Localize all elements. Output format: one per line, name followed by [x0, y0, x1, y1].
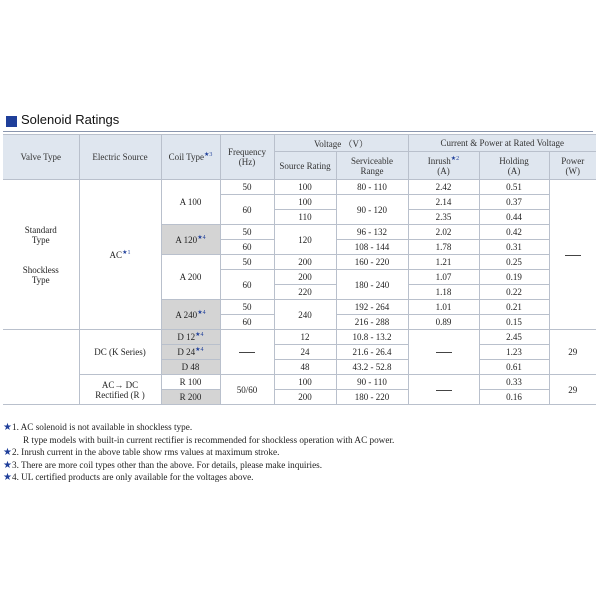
- source-dc: DC (K Series): [79, 330, 161, 375]
- star-icon: ★: [3, 422, 12, 433]
- hdr-frequency-label: Frequency: [228, 147, 266, 157]
- footnote-4: [3, 471, 593, 484]
- source-rating-cell: 100: [274, 195, 336, 210]
- hdr-holding-label: Holding: [499, 155, 529, 166]
- holding-cell: 0.51: [479, 180, 549, 195]
- holding-cell: 0.42: [479, 225, 549, 240]
- table-row: [3, 180, 596, 195]
- dash-mark: [239, 352, 255, 353]
- coil-d24-label: D 24: [177, 347, 196, 357]
- valve-type-standard-type: Type: [31, 234, 50, 245]
- coil-r100: R 100: [161, 375, 220, 390]
- hdr-inrush: [408, 152, 479, 180]
- source-rating-cell: 200: [274, 270, 336, 285]
- footnote-3: [3, 459, 593, 472]
- source-rating-cell: 48: [274, 360, 336, 375]
- range-cell: 10.8 - 13.2: [336, 330, 408, 345]
- range-cell: 21.6 - 26.4: [336, 345, 408, 360]
- range-cell: 180 - 220: [336, 390, 408, 405]
- holding-cell: 0.44: [479, 210, 549, 225]
- footnote-1: [3, 421, 593, 434]
- footnote-star-4: ★4: [195, 347, 204, 353]
- inrush-cell: 2.14: [408, 195, 479, 210]
- hdr-inrush-label: Inrush: [427, 155, 451, 166]
- holding-cell: 0.16: [479, 390, 549, 405]
- section-title: Solenoid Ratings: [21, 112, 120, 127]
- freq-cell: 50: [220, 300, 274, 315]
- footnote-text: 3. There are more coil types other than the above. For details, please make inquiries.: [11, 459, 323, 470]
- hdr-electric-source: Electric Source: [79, 135, 161, 180]
- star-icon: ★: [3, 447, 12, 459]
- footnote-star-1: ★1: [122, 249, 131, 256]
- holding-cell: 0.21: [479, 300, 549, 315]
- range-cell: 192 - 264: [336, 300, 408, 315]
- freq-cell: 50: [220, 225, 274, 240]
- source-rating-cell: 100: [274, 375, 336, 390]
- coil-d12: [161, 330, 220, 345]
- range-cell: 80 - 110: [336, 180, 408, 195]
- holding-cell: 0.25: [479, 255, 549, 270]
- freq-acdc-cell: 50/60: [220, 375, 274, 405]
- inrush-cell: 2.42: [408, 180, 479, 195]
- footnote-star-3: ★3: [204, 152, 213, 158]
- hdr-current-power: Current & Power at Rated Voltage: [408, 135, 596, 152]
- coil-r200: R 200: [161, 390, 220, 405]
- coil-a120-label: A 120: [175, 234, 198, 245]
- freq-dc-cell: [220, 330, 274, 375]
- valve-type-blank: [3, 330, 79, 405]
- inrush-cell: 1.07: [408, 270, 479, 285]
- table-row: [3, 375, 596, 390]
- hdr-frequency: [220, 135, 274, 180]
- holding-cell: 0.19: [479, 270, 549, 285]
- star-icon: ★: [3, 472, 12, 484]
- hdr-serviceable-label: Serviceable: [351, 155, 393, 166]
- range-cell: 90 - 110: [336, 375, 408, 390]
- source-ac-label: AC: [109, 249, 123, 260]
- range-cell: 180 - 240: [336, 270, 408, 300]
- hdr-source-rating: Source Rating: [274, 152, 336, 180]
- valve-type-shockless-type: Type: [31, 274, 50, 285]
- hdr-frequency-unit: (Hz): [238, 157, 256, 167]
- coil-d12-label: D 12: [177, 332, 196, 342]
- hdr-inrush-unit: (A): [437, 165, 450, 176]
- hdr-coil-type-label: Coil Type: [168, 152, 205, 162]
- range-cell: 96 - 132: [336, 225, 408, 240]
- section-heading: [3, 112, 593, 134]
- footnote-star-2: ★2: [450, 155, 460, 162]
- hdr-power-label: Power: [561, 155, 585, 166]
- hdr-holding-unit: (A): [507, 165, 521, 176]
- valve-type-shockless: Shockless: [22, 264, 59, 275]
- power-ac-cell: [549, 180, 596, 330]
- inrush-acdc-cell: [408, 375, 479, 405]
- inrush-cell: 1.18: [408, 285, 479, 300]
- range-cell: 108 - 144: [336, 240, 408, 255]
- inrush-cell: 1.21: [408, 255, 479, 270]
- coil-a240-label: A 240: [175, 309, 198, 320]
- freq-cell: 60: [220, 270, 274, 300]
- source-rating-cell: 24: [274, 345, 336, 360]
- footnote-text: R type models with built-in current rectifier is recommended for shockless operation with AC power.: [23, 434, 395, 445]
- inrush-cell: 2.35: [408, 210, 479, 225]
- source-rating-cell: 100: [274, 180, 336, 195]
- holding-cell: 0.61: [479, 360, 549, 375]
- source-rating-cell: 12: [274, 330, 336, 345]
- footnote-star-4: ★4: [197, 234, 206, 241]
- holding-cell: 1.23: [479, 345, 549, 360]
- valve-type-standard: Standard: [24, 224, 57, 235]
- source-rating-cell: 110: [274, 210, 336, 225]
- hdr-coil-type: [161, 135, 220, 180]
- footnotes: [3, 421, 593, 484]
- freq-cell: 60: [220, 315, 274, 330]
- footnote-star-4: ★4: [197, 309, 206, 316]
- source-ac: [79, 180, 161, 330]
- footnote-text: 1. AC solenoid is not available in shockless type.: [11, 422, 193, 432]
- inrush-cell: 1.01: [408, 300, 479, 315]
- coil-a100: A 100: [161, 180, 220, 225]
- heading-rule: [3, 131, 593, 132]
- dash-mark: [436, 390, 452, 391]
- hdr-holding: [479, 152, 549, 180]
- dash-mark: [565, 255, 581, 256]
- source-rating-cell: 200: [274, 390, 336, 405]
- holding-cell: 2.45: [479, 330, 549, 345]
- header-row-1: [3, 135, 596, 152]
- freq-cell: 60: [220, 195, 274, 225]
- range-cell: 90 - 120: [336, 195, 408, 225]
- holding-cell: 0.15: [479, 315, 549, 330]
- inrush-dc-cell: [408, 330, 479, 375]
- footnote-2: [3, 446, 593, 459]
- hdr-power-unit: (W): [565, 165, 580, 176]
- range-cell: 43.2 - 52.8: [336, 360, 408, 375]
- source-rating-cell: 240: [274, 300, 336, 330]
- solenoid-ratings-table: [3, 134, 596, 405]
- hdr-serviceable-range: [336, 152, 408, 180]
- source-acdc-label: AC→ DC: [101, 379, 139, 390]
- range-cell: 216 - 288: [336, 315, 408, 330]
- power-acdc-cell: 29: [549, 375, 596, 405]
- inrush-cell: 0.89: [408, 315, 479, 330]
- holding-cell: 0.33: [479, 375, 549, 390]
- hdr-power: [549, 152, 596, 180]
- coil-a120: [161, 225, 220, 255]
- footnote-star-4: ★4: [195, 332, 204, 338]
- source-rating-cell: 200: [274, 255, 336, 270]
- source-rating-cell: 120: [274, 225, 336, 255]
- valve-type-standard-shockless: [3, 180, 79, 330]
- square-bullet-icon: [6, 116, 17, 127]
- hdr-voltage: Voltage （V）: [274, 135, 408, 152]
- source-rating-cell: 220: [274, 285, 336, 300]
- freq-cell: 60: [220, 240, 274, 255]
- table-row: [3, 330, 596, 345]
- coil-d48: D 48: [161, 360, 220, 375]
- footnote-1-cont: [3, 434, 593, 447]
- coil-d24: [161, 345, 220, 360]
- inrush-cell: 2.02: [408, 225, 479, 240]
- power-dc-cell: 29: [549, 330, 596, 375]
- dash-mark: [436, 352, 452, 353]
- holding-cell: 0.31: [479, 240, 549, 255]
- range-cell: 160 - 220: [336, 255, 408, 270]
- footnote-text: 4. UL certified products are only available for the voltages above.: [11, 472, 254, 483]
- inrush-cell: 1.78: [408, 240, 479, 255]
- holding-cell: 0.22: [479, 285, 549, 300]
- star-icon: ★: [3, 459, 12, 471]
- source-acdc-rectified: Rectified (R ): [95, 389, 145, 400]
- footnote-text: 2. Inrush current in the above table show rms values at maximum stroke.: [11, 447, 280, 458]
- holding-cell: 0.37: [479, 195, 549, 210]
- coil-a240: [161, 300, 220, 330]
- hdr-valve-type: Valve Type: [3, 135, 79, 180]
- freq-cell: 50: [220, 255, 274, 270]
- coil-a200: A 200: [161, 255, 220, 300]
- freq-cell: 50: [220, 180, 274, 195]
- hdr-range-label: Range: [360, 165, 384, 176]
- source-acdc: [79, 375, 161, 405]
